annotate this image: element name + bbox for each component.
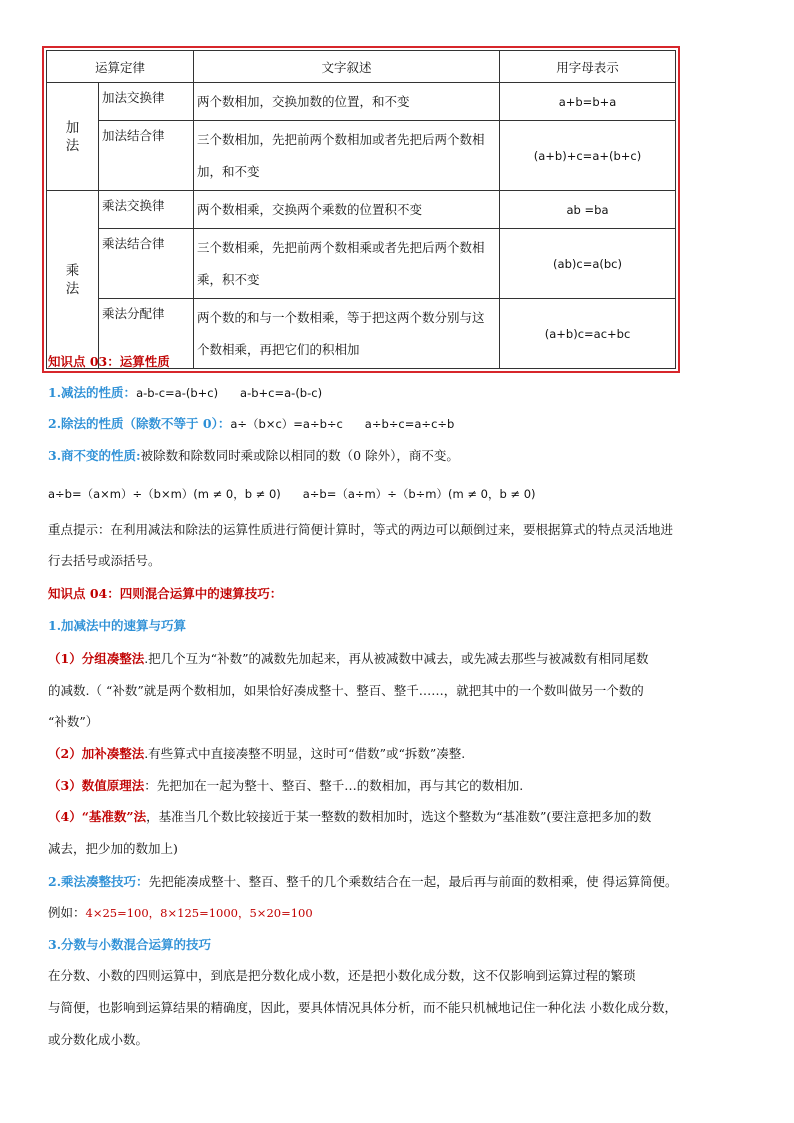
method-3 [48, 777, 758, 795]
table-row [47, 121, 676, 191]
quotient-property-formula: a÷b=（a×m）÷（b×m）(m ≠ 0，b ≠ 0) a÷b=（a÷m）÷（b÷m）(m ≠ 0，b ≠ 0) [48, 487, 536, 501]
law-name: 乘法分配律 [99, 299, 194, 369]
law-description: 两个数相乘，交换两个乘数的位置积不变 [194, 191, 500, 229]
fraction-decimal-line-2: 与简便，也影响到运算结果的精确度，因此，要具体情况具体分析，而不能只机械地记住一种化法 小数化成分数， [48, 1000, 677, 1015]
law-description: 三个数相加，先把前两个数相加或者先把后两个数相加，和不变 [194, 121, 500, 191]
method-2-label: （2）加补凑整法 [48, 746, 145, 761]
subtraction-property-label: 1.减法的性质： [48, 385, 137, 400]
division-property [48, 415, 758, 433]
subtraction-property-formula: a-b-c=a-(b+c) a-b+c=a-(b-c) [136, 386, 323, 400]
table-row [47, 83, 676, 121]
table-row [47, 191, 676, 229]
method-4-text: ，基准当几个数比较接近于某一整数的数相加时，选这个整数为“基准数”(要注意把多加的数 [146, 809, 652, 824]
law-name: 乘法结合律 [99, 229, 194, 299]
laws-table [46, 50, 676, 369]
method-4-line-2: 减去，把少加的数加上) [48, 841, 178, 856]
division-property-formula: a÷（b×c）=a÷b÷c a÷b÷c=a÷c÷b [230, 417, 455, 431]
fraction-decimal-line-3: 或分数化成小数。 [48, 1032, 149, 1047]
quotient-property-label: 3.商不变的性质: [48, 448, 141, 463]
law-formula: (a+b)c=ac+bc [500, 299, 676, 369]
law-description: 两个数的和与一个数相乘，等于把这两个数分别与这个数相乘，再把它们的积相加 [194, 299, 500, 369]
tip-line-2: 行去括号或添括号。 [48, 553, 161, 568]
group-multiplication [47, 191, 99, 369]
law-name: 加法交换律 [99, 83, 194, 121]
fraction-decimal-title: 3.分数与小数混合运算的技巧 [48, 937, 212, 952]
method-4-label: （4）“基准数”法 [48, 809, 147, 824]
addsub-tricks-title: 1.加减法中的速算与巧算 [48, 618, 187, 633]
method-2-text: .有些算式中直接凑整不明显，这时可“借数”或“拆数”凑整. [144, 746, 466, 761]
law-name: 乘法交换律 [99, 191, 194, 229]
method-1-line-2: 的减数.（ “补数”就是两个数相加，如果恰好凑成整十、整百、整千……，就把其中的一个数叫做另一个数的 [48, 683, 644, 698]
header-formula: 用字母表示 [500, 51, 676, 83]
quotient-property [48, 447, 758, 465]
division-property-label: 2.除法的性质（除数不等于 0）： [48, 416, 231, 431]
header-law: 运算定律 [47, 51, 194, 83]
quotient-property-text: 被除数和除数同时乘或除以相同的数（0 除外），商不变。 [140, 448, 459, 463]
law-formula: a+b=b+a [500, 83, 676, 121]
law-formula: ab =ba [500, 191, 676, 229]
multiplication-example [48, 904, 758, 922]
multiplication-trick [48, 873, 758, 891]
law-name: 加法结合律 [99, 121, 194, 191]
method-2 [48, 745, 758, 763]
method-1-line-3: “补数”） [48, 714, 99, 729]
group-label: 乘法 [65, 262, 80, 297]
method-4-line-1 [48, 808, 758, 826]
multiplication-trick-text: 先把能凑成整十、整百、整千的几个乘数结合在一起，最后再与前面的数相乘，使 得运算简便。 [148, 874, 678, 889]
method-3-label: （3）数值原理法 [48, 778, 145, 793]
fraction-decimal-line-1: 在分数、小数的四则运算中，到底是把分数化成小数，还是把小数化成分数，这不仅影响到运算过程的繁琐 [48, 968, 636, 983]
laws-table-frame [42, 46, 680, 373]
multiplication-trick-label: 2.乘法凑整技巧： [48, 874, 149, 889]
subtraction-property [48, 384, 758, 402]
method-1-label: （1）分组凑整法 [48, 651, 145, 666]
table-header-row [47, 51, 676, 83]
method-1-text: .把几个互为“补数”的减数先加起来，再从被减数中减去，或先减去那些与被减数有相同尾数 [144, 651, 649, 666]
tip-line-1: 重点提示：在利用减法和除法的运算性质进行简便计算时，等式的两边可以颠倒过来，要根据算式的特点灵活地进 [48, 522, 674, 537]
law-description: 两个数相加，交换加数的位置，和不变 [194, 83, 500, 121]
table-row [47, 229, 676, 299]
example-label: 例如： [48, 905, 86, 920]
group-label: 加法 [65, 119, 80, 154]
group-addition [47, 83, 99, 191]
law-description: 三个数相乘，先把前两个数相乘或者先把后两个数相乘，积不变 [194, 229, 500, 299]
law-formula: (a+b)+c=a+(b+c) [500, 121, 676, 191]
example-formulas: 4×25=100，8×125=1000，5×20=100 [85, 906, 313, 920]
header-description: 文字叙述 [194, 51, 500, 83]
law-formula: (ab)c=a(bc) [500, 229, 676, 299]
method-3-text: ：先把加在一起为整十、整百、整千…的数相加，再与其它的数相加. [144, 778, 524, 793]
section-03-title: 知识点 03：运算性质 [48, 354, 170, 369]
section-04-title: 知识点 04：四则混合运算中的速算技巧： [48, 586, 283, 601]
method-1-line-1 [48, 650, 758, 668]
